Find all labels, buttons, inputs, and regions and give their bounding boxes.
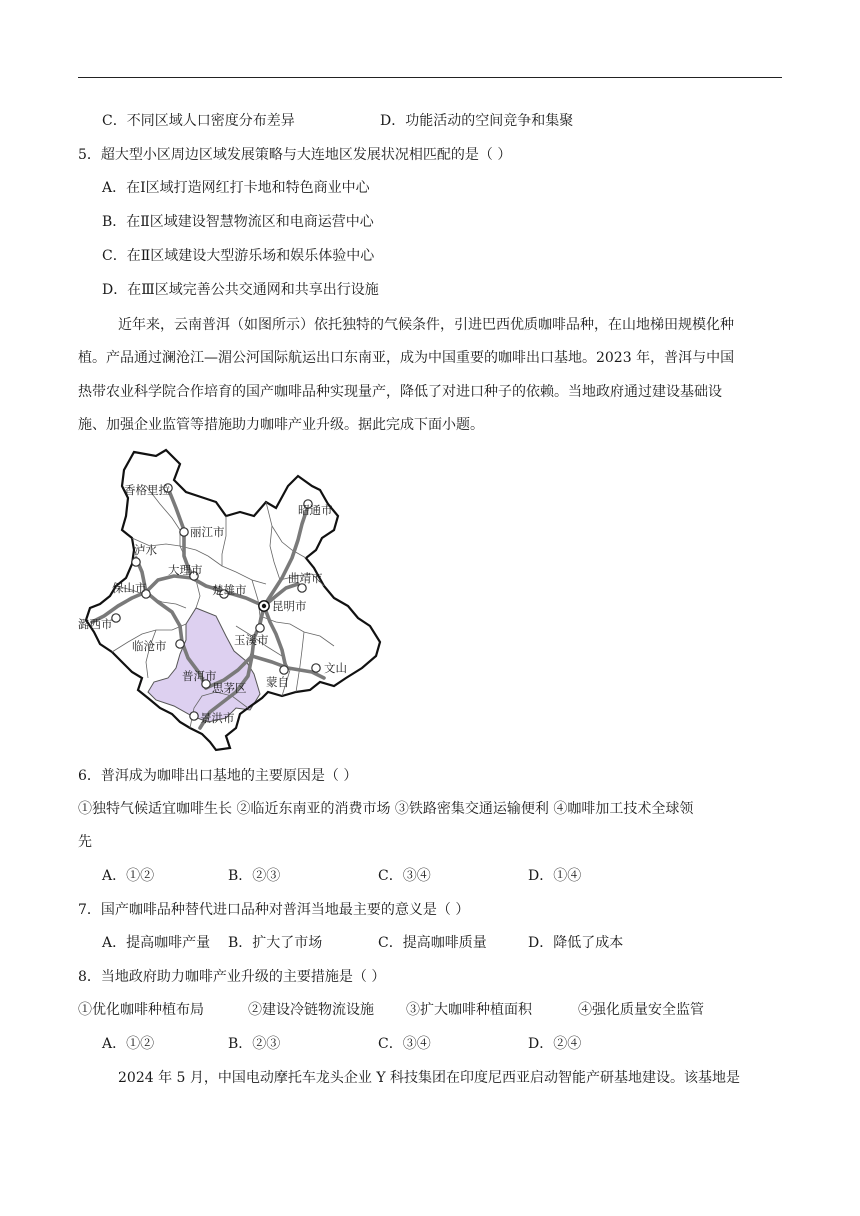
label-lijiang: 丽江市: [190, 525, 225, 539]
q8-option-b[interactable]: B．②③: [228, 1036, 281, 1052]
label-lincang: 临沧市: [132, 639, 167, 653]
q8-item-1: ①优化咖啡种植布局: [78, 1002, 204, 1018]
q8-item-2: ②建设冷链物流设施: [248, 1002, 374, 1018]
label-mangshi: 潞西市: [78, 617, 113, 631]
q8-option-c[interactable]: C．③④: [378, 1036, 431, 1052]
q5-option-b[interactable]: B．在Ⅱ区域建设智慧物流区和电商运营中心: [102, 214, 374, 230]
label-zhaotong: 昭通市: [298, 503, 333, 517]
marker-mangshi: [112, 614, 120, 622]
yunnan-map: [76, 446, 392, 754]
passage-line-2: 植。产品通过澜沧江—湄公河国际航运出口东南亚，成为中国重要的咖啡出口基地。2023 年，普洱与中国: [78, 350, 735, 366]
marker-lushui: [132, 558, 140, 566]
q6-option-d[interactable]: D．①④: [528, 868, 582, 884]
q6-items-line-2: 先: [78, 834, 92, 850]
q7-option-a[interactable]: A．提高咖啡产量: [102, 935, 211, 951]
label-puer: 普洱市: [182, 669, 217, 683]
label-dali: 大理市: [168, 563, 203, 577]
q5-stem: 5．超大型小区周边区域发展策略与大连地区发展状况相匹配的是（ ）: [78, 147, 512, 163]
passage-line-3: 热带农业科学院合作培育的国产咖啡品种实现量产，降低了对进口种子的依赖。当地政府通过建设基础设: [78, 384, 722, 400]
label-yuxi: 玉溪市: [234, 633, 269, 647]
passage-line-1: 近年来，云南普洱（如图所示）依托独特的气候条件，引进巴西优质咖啡品种，在山地梯田规模化种: [118, 317, 734, 333]
marker-lijiang: [180, 528, 188, 536]
label-jinghong: 景洪市: [200, 711, 235, 725]
q7-option-c[interactable]: C．提高咖啡质量: [378, 935, 487, 951]
q5-option-a[interactable]: A．在Ⅰ区域打造网红打卡地和特色商业中心: [102, 180, 370, 196]
label-lushui: 泸水: [134, 543, 157, 557]
q5-option-d[interactable]: D．在Ⅲ区域完善公共交通网和共享出行设施: [102, 282, 379, 298]
label-chuxiong: 楚雄市: [212, 583, 247, 597]
label-baoshan: 保山市: [112, 581, 147, 595]
label-simao: 思茅区: [212, 681, 247, 695]
marker-kunming: [259, 601, 269, 611]
marker-jinghong: [190, 712, 198, 720]
next-passage-line-1: 2024 年 5 月，中国电动摩托车龙头企业 Y 科技集团在印度尼西亚启动智能产研基地建设。该基地是: [118, 1070, 741, 1086]
label-qujing: 曲靖市: [288, 571, 323, 585]
label-mengzi: 蒙自: [266, 675, 289, 689]
q7-option-b[interactable]: B．扩大了市场: [228, 935, 323, 951]
q6-stem: 6．普洱成为咖啡出口基地的主要原因是（ ）: [78, 768, 358, 784]
label-wenshan: 文山: [324, 661, 347, 675]
q8-option-a[interactable]: A．①②: [102, 1036, 155, 1052]
q6-items-line-1: ①独特气候适宜咖啡生长 ②临近东南亚的消费市场 ③铁路密集交通运输便利 ④咖啡加工技术全球领: [78, 801, 694, 817]
q7-option-d[interactable]: D．降低了成本: [528, 935, 624, 951]
header-rule: [78, 77, 782, 78]
q8-item-4: ④强化质量安全监管: [578, 1002, 704, 1018]
q6-option-a[interactable]: A．①②: [102, 868, 155, 884]
label-shangri-la: 香格里拉: [124, 483, 170, 497]
q4-option-d[interactable]: D．功能活动的空间竞争和集聚: [380, 113, 574, 129]
q8-item-3: ③扩大咖啡种植面积: [406, 1002, 532, 1018]
marker-yuxi: [256, 624, 264, 632]
marker-lincang: [176, 640, 184, 648]
label-kunming: 昆明市: [272, 599, 307, 613]
q8-option-d[interactable]: D．②④: [528, 1036, 582, 1052]
passage-line-4: 施、加强企业监管等措施助力咖啡产业升级。据此完成下面小题。: [78, 417, 484, 433]
q8-stem: 8．当地政府助力咖啡产业升级的主要措施是（ ）: [78, 969, 386, 985]
q4-option-c[interactable]: C．不同区域人口密度分布差异: [102, 113, 295, 129]
marker-mengzi: [280, 666, 288, 674]
marker-qujing: [298, 584, 306, 592]
q7-stem: 7．国产咖啡品种替代进口品种对普洱当地最主要的意义是（ ）: [78, 902, 470, 918]
q5-option-c[interactable]: C．在Ⅱ区域建设大型游乐场和娱乐体验中心: [102, 248, 375, 264]
q6-option-c[interactable]: C．③④: [378, 868, 431, 884]
marker-wenshan: [312, 664, 320, 672]
q6-option-b[interactable]: B．②③: [228, 868, 281, 884]
